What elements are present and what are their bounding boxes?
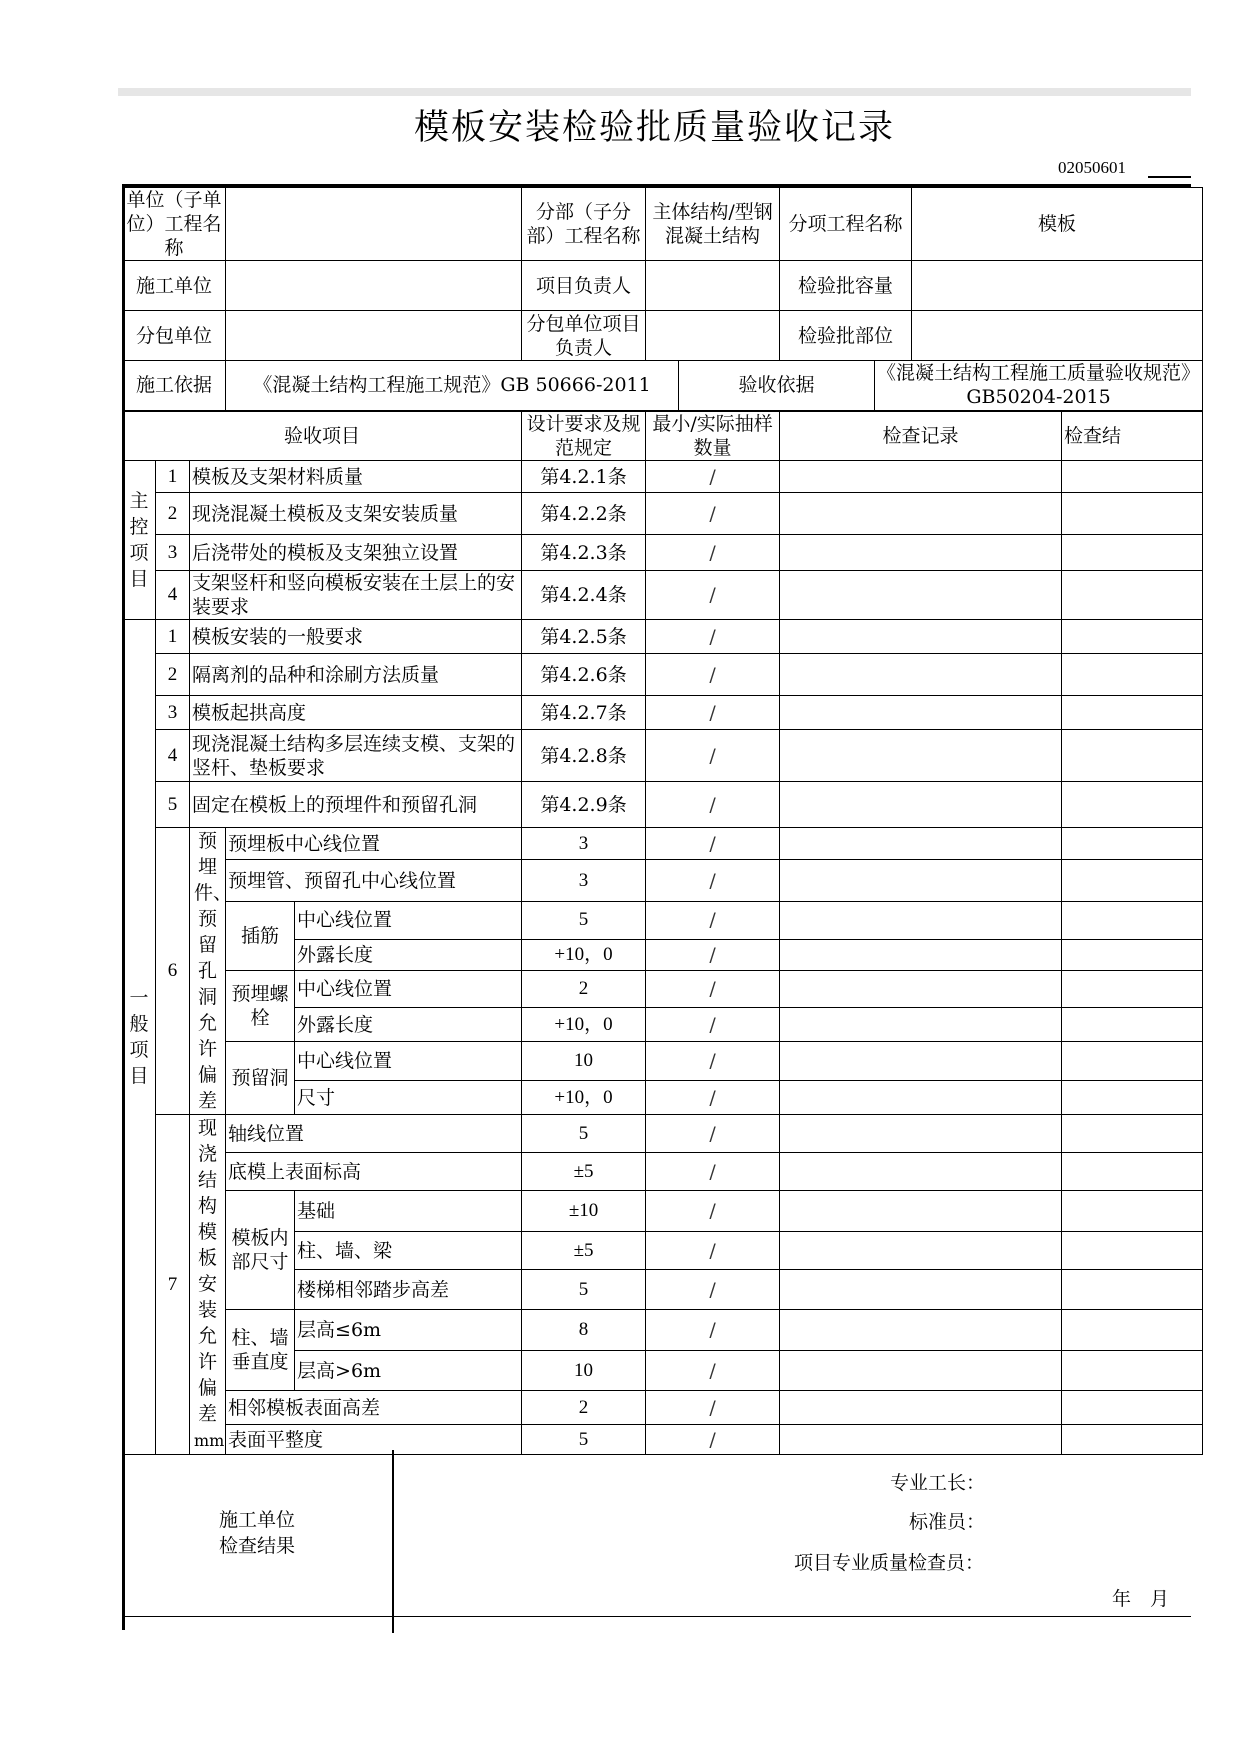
item6-group-label: 预埋件、预留孔洞允许偏差 — [190, 828, 226, 1115]
tolerance-sample[interactable]: / — [646, 939, 780, 970]
sub-lead-label: 分包单位项目负责人 — [522, 311, 646, 361]
tolerance-value: +10，0 — [522, 1081, 646, 1115]
tolerance-result[interactable] — [1062, 1310, 1203, 1351]
result-label-line2: 检查结果 — [218, 1535, 295, 1557]
tolerance-record[interactable] — [780, 1153, 1062, 1191]
item-record[interactable] — [780, 461, 1062, 493]
tolerance-record[interactable] — [780, 1081, 1062, 1115]
item-sample[interactable]: / — [646, 535, 780, 571]
item-spec: 第4.2.5条 — [522, 620, 646, 654]
document-title: 模板安装检验批质量验收记录 — [413, 108, 895, 148]
contractor-result-section — [122, 1450, 1191, 1633]
tolerance-sample[interactable]: / — [646, 1351, 780, 1391]
tolerance-result[interactable] — [1062, 828, 1203, 860]
item-no: 1 — [156, 620, 190, 654]
item-spec: 第4.2.8条 — [522, 730, 646, 782]
unit-label: 单位（子单位）工程名称 — [123, 188, 226, 261]
tolerance-record[interactable] — [780, 1310, 1062, 1351]
item-sample[interactable]: / — [646, 461, 780, 493]
result-bottom-rule — [122, 1616, 1191, 1617]
project-lead-value[interactable] — [646, 261, 780, 311]
tolerance-sample[interactable]: / — [646, 1310, 780, 1351]
tolerance-result[interactable] — [1062, 1270, 1203, 1310]
tolerance-row — [123, 828, 1203, 860]
header-row-subcontractor — [123, 311, 1203, 361]
tolerance-name: 底模上表面标高 — [226, 1153, 522, 1191]
result-date: 年 月 — [1112, 1588, 1170, 1610]
tolerance-name: 楼梯相邻踏步高差 — [295, 1270, 522, 1310]
item-no: 1 — [156, 461, 190, 493]
tolerance-sample[interactable]: / — [646, 1232, 780, 1270]
general-item-row — [123, 782, 1203, 828]
tolerance-row — [123, 1191, 1203, 1232]
tolerance-name: 中心线位置 — [295, 902, 522, 940]
foreman-signature-label: 专业工长： — [890, 1472, 986, 1494]
tolerance-name: 预埋板中心线位置 — [226, 828, 522, 860]
header-row-basis — [123, 361, 1203, 411]
tolerance-result[interactable] — [1062, 939, 1203, 970]
item-no: 3 — [156, 696, 190, 730]
batch-capacity-value[interactable] — [912, 261, 1203, 311]
col-record-header: 检查记录 — [780, 411, 1062, 461]
header-row-unit — [123, 188, 1203, 261]
tolerance-name: 轴线位置 — [226, 1115, 522, 1153]
tolerance-result[interactable] — [1062, 1115, 1203, 1153]
tolerance-result[interactable] — [1062, 970, 1203, 1008]
tolerance-record[interactable] — [780, 970, 1062, 1008]
contractor-label: 施工单位 — [123, 261, 226, 311]
sub-lead-value[interactable] — [646, 311, 780, 361]
col-sample-header: 最小/实际抽样数量 — [646, 411, 780, 461]
tolerance-value: 8 — [522, 1310, 646, 1351]
tolerance-result[interactable] — [1062, 1232, 1203, 1270]
inspector-signature-label: 项目专业质量检查员： — [794, 1552, 985, 1574]
column-header-row — [123, 411, 1203, 461]
subcontractor-label: 分包单位 — [123, 311, 226, 361]
item7-group-label: 现浇结构模板安装允许偏差mm — [190, 1115, 226, 1455]
item-record[interactable] — [780, 696, 1062, 730]
tolerance-result[interactable] — [1062, 860, 1203, 902]
item-sample[interactable]: / — [646, 730, 780, 782]
tolerance-value: 10 — [522, 1351, 646, 1391]
main-item-row — [123, 461, 1203, 493]
form-code-blank — [1148, 176, 1191, 178]
item-name: 支架竖杆和竖向模板安装在土层上的安装要求 — [190, 571, 522, 620]
tolerance-row — [123, 1042, 1203, 1081]
item-spec: 第4.2.6条 — [522, 654, 646, 696]
item-spec: 第4.2.1条 — [522, 461, 646, 493]
tolerance-record[interactable] — [780, 1391, 1062, 1425]
general-item-row — [123, 730, 1203, 782]
item-no: 7 — [156, 1115, 190, 1455]
item-value[interactable]: 模板 — [912, 188, 1203, 261]
form-code: 02050601 — [1058, 158, 1126, 177]
item-name: 后浇带处的模板及支架独立设置 — [190, 535, 522, 571]
tolerance-sample[interactable]: / — [646, 1081, 780, 1115]
item-record[interactable] — [780, 654, 1062, 696]
item-no: 4 — [156, 730, 190, 782]
item-name: 模板及支架材料质量 — [190, 461, 522, 493]
item-record[interactable] — [780, 730, 1062, 782]
tolerance-value: 2 — [522, 1391, 646, 1425]
item-record[interactable] — [780, 571, 1062, 620]
item-no: 6 — [156, 828, 190, 1115]
tolerance-result[interactable] — [1062, 1391, 1203, 1425]
item-name: 模板起拱高度 — [190, 696, 522, 730]
tolerance-value: 5 — [522, 1425, 646, 1455]
item-record[interactable] — [780, 782, 1062, 828]
tolerance-record[interactable] — [780, 828, 1062, 860]
tolerance-sample[interactable]: / — [646, 1008, 780, 1042]
tolerance-sample[interactable]: / — [646, 1270, 780, 1310]
tolerance-result[interactable] — [1062, 1153, 1203, 1191]
rebar-label: 插筋 — [226, 902, 295, 971]
item-spec: 第4.2.4条 — [522, 571, 646, 620]
project-lead-label: 项目负责人 — [522, 261, 646, 311]
item-result[interactable] — [1062, 696, 1203, 730]
tolerance-result[interactable] — [1062, 1191, 1203, 1232]
item-name: 现浇混凝土结构多层连续支模、支架的竖杆、垫板要求 — [190, 730, 522, 782]
general-item-row — [123, 696, 1203, 730]
general-item-row — [123, 620, 1203, 654]
item-result[interactable] — [1062, 493, 1203, 535]
inspection-form — [122, 184, 1201, 1633]
item-sample[interactable]: / — [646, 571, 780, 620]
item-record[interactable] — [780, 493, 1062, 535]
tolerance-name: 外露长度 — [295, 939, 522, 970]
item-name: 隔离剂的品种和涂刷方法质量 — [190, 654, 522, 696]
tolerance-value: 3 — [522, 828, 646, 860]
tolerance-sample[interactable]: / — [646, 1042, 780, 1081]
tolerance-name: 中心线位置 — [295, 1042, 522, 1081]
division-value[interactable]: 主体结构/型钢混凝土结构 — [646, 188, 780, 261]
item-no: 3 — [156, 535, 190, 571]
tolerance-record[interactable] — [780, 1115, 1062, 1153]
tolerance-record[interactable] — [780, 1270, 1062, 1310]
item-no: 4 — [156, 571, 190, 620]
top-divider — [118, 88, 1191, 96]
item-spec: 第4.2.3条 — [522, 535, 646, 571]
item-name: 固定在模板上的预埋件和预留孔洞 — [190, 782, 522, 828]
tolerance-record[interactable] — [780, 1191, 1062, 1232]
item-spec: 第4.2.7条 — [522, 696, 646, 730]
item-sample[interactable]: / — [646, 696, 780, 730]
tolerance-row — [123, 902, 1203, 940]
tolerance-name: 基础 — [295, 1191, 522, 1232]
unit-value[interactable] — [226, 188, 522, 261]
vertical-label: 柱、墙垂直度 — [226, 1310, 295, 1391]
subcontractor-value[interactable] — [226, 311, 522, 361]
tolerance-name: 预埋管、预留孔中心线位置 — [226, 860, 522, 902]
tolerance-name: 层高≤6m — [295, 1310, 522, 1351]
main-item-row — [123, 493, 1203, 535]
tolerance-result[interactable] — [1062, 902, 1203, 940]
item-sample[interactable]: / — [646, 493, 780, 535]
item-result[interactable] — [1062, 620, 1203, 654]
tolerance-record[interactable] — [780, 1351, 1062, 1391]
tolerance-result[interactable] — [1062, 1081, 1203, 1115]
tolerance-record[interactable] — [780, 902, 1062, 940]
tolerance-value: 5 — [522, 1270, 646, 1310]
tolerance-row — [123, 1115, 1203, 1153]
batch-location-value[interactable] — [912, 311, 1203, 361]
division-label: 分部（子分部）工程名称 — [522, 188, 646, 261]
item-result[interactable] — [1062, 782, 1203, 828]
tolerance-record[interactable] — [780, 1008, 1062, 1042]
tolerance-sample[interactable]: / — [646, 1115, 780, 1153]
general-group-label: 一般项目 — [123, 620, 156, 1455]
bolt-label: 预埋螺栓 — [226, 970, 295, 1042]
tolerance-value: +10，0 — [522, 1008, 646, 1042]
construction-basis-label: 施工依据 — [123, 361, 226, 411]
tolerance-name: 中心线位置 — [295, 970, 522, 1008]
col-items-header: 验收项目 — [123, 411, 522, 461]
tolerance-name: 尺寸 — [295, 1081, 522, 1115]
item-result[interactable] — [1062, 571, 1203, 620]
result-divider — [392, 1450, 394, 1633]
form-left-border — [122, 184, 125, 1630]
main-group-label: 主控项目 — [123, 461, 156, 620]
tolerance-sample[interactable]: / — [646, 1425, 780, 1455]
tolerance-result[interactable] — [1062, 1042, 1203, 1081]
item-record[interactable] — [780, 620, 1062, 654]
tolerance-value: 3 — [522, 860, 646, 902]
tolerance-record[interactable] — [780, 860, 1062, 902]
tolerance-sample[interactable]: / — [646, 1391, 780, 1425]
item-spec: 第4.2.9条 — [522, 782, 646, 828]
contractor-value[interactable] — [226, 261, 522, 311]
tolerance-name: 层高>6m — [295, 1351, 522, 1391]
tolerance-result[interactable] — [1062, 1351, 1203, 1391]
col-design-header: 设计要求及规范规定 — [522, 411, 646, 461]
main-item-row — [123, 535, 1203, 571]
item-result[interactable] — [1062, 730, 1203, 782]
item-record[interactable] — [780, 535, 1062, 571]
form-table — [122, 187, 1203, 1455]
item-no: 2 — [156, 654, 190, 696]
tolerance-sample[interactable]: / — [646, 970, 780, 1008]
tolerance-value: +10，0 — [522, 939, 646, 970]
tolerance-value: ±10 — [522, 1191, 646, 1232]
tolerance-value: 5 — [522, 1115, 646, 1153]
tolerance-sample[interactable]: / — [646, 1153, 780, 1191]
tolerance-sample[interactable]: / — [646, 1191, 780, 1232]
inner-size-label: 模板内部尺寸 — [226, 1191, 295, 1310]
tolerance-name: 外露长度 — [295, 1008, 522, 1042]
tolerance-value: 2 — [522, 970, 646, 1008]
standard-signature-label: 标准员： — [909, 1511, 986, 1533]
tolerance-sample[interactable]: / — [646, 902, 780, 940]
tolerance-value: ±5 — [522, 1232, 646, 1270]
tolerance-row — [123, 970, 1203, 1008]
tolerance-sample[interactable]: / — [646, 860, 780, 902]
tolerance-value: 10 — [522, 1042, 646, 1081]
acceptance-basis-label: 验收依据 — [679, 361, 875, 411]
result-label — [122, 1450, 392, 1616]
tolerance-row — [123, 1153, 1203, 1191]
tolerance-sample[interactable]: / — [646, 828, 780, 860]
batch-location-label: 检验批部位 — [780, 311, 912, 361]
hole-label: 预留洞 — [226, 1042, 295, 1115]
header-row-contractor — [123, 261, 1203, 311]
item-result[interactable] — [1062, 654, 1203, 696]
item-no: 5 — [156, 782, 190, 828]
item-spec: 第4.2.2条 — [522, 493, 646, 535]
batch-capacity-label: 检验批容量 — [780, 261, 912, 311]
tolerance-row — [123, 860, 1203, 902]
tolerance-row — [123, 1310, 1203, 1351]
tolerance-name: 柱、墙、梁 — [295, 1232, 522, 1270]
tolerance-value: ±5 — [522, 1153, 646, 1191]
item-name: 现浇混凝土模板及支架安装质量 — [190, 493, 522, 535]
item-name: 模板安装的一般要求 — [190, 620, 522, 654]
tolerance-value: 5 — [522, 902, 646, 940]
item-result[interactable] — [1062, 535, 1203, 571]
item-sample[interactable]: / — [646, 654, 780, 696]
tolerance-record[interactable] — [780, 1232, 1062, 1270]
tolerance-name: 相邻模板表面高差 — [226, 1391, 522, 1425]
acceptance-basis-value[interactable]: 《混凝土结构工程施工质量验收规范》GB50204-2015 — [875, 361, 1203, 411]
item-result[interactable] — [1062, 461, 1203, 493]
item-label: 分项工程名称 — [780, 188, 912, 261]
tolerance-name: 表面平整度 — [226, 1425, 522, 1455]
tolerance-result[interactable] — [1062, 1008, 1203, 1042]
construction-basis-value[interactable]: 《混凝土结构工程施工规范》GB 50666-2011 — [226, 361, 679, 411]
tolerance-record[interactable] — [780, 1042, 1062, 1081]
item-no: 2 — [156, 493, 190, 535]
tolerance-row — [123, 1391, 1203, 1425]
item-sample[interactable]: / — [646, 782, 780, 828]
general-item-row — [123, 654, 1203, 696]
result-label-line1: 施工单位 — [218, 1509, 295, 1531]
tolerance-record[interactable] — [780, 939, 1062, 970]
item-sample[interactable]: / — [646, 620, 780, 654]
col-result-header: 检查结 — [1062, 411, 1203, 461]
main-item-row — [123, 571, 1203, 620]
